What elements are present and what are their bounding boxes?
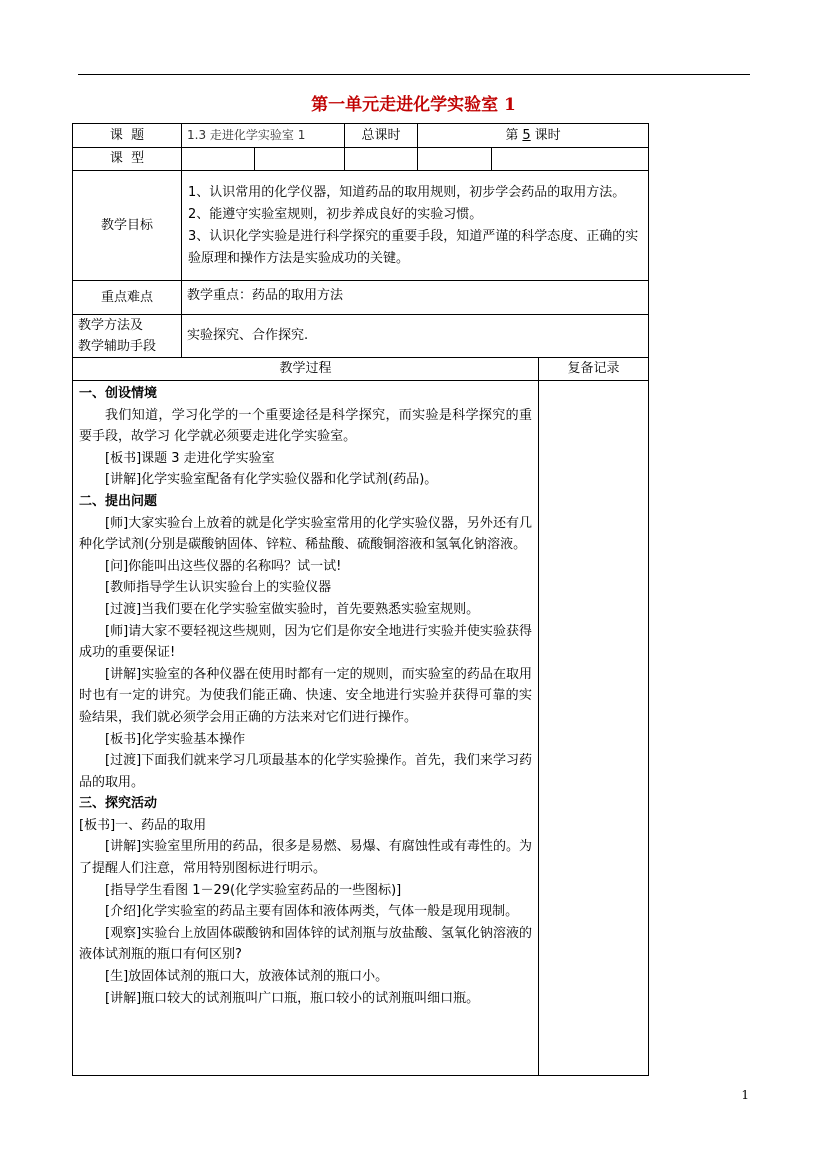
process-lines <box>79 383 532 1009</box>
process-paragraph: [观察]实验台上放固体碳酸钠和固体锌的试剂瓶与放盐酸、氢氧化钠溶液的液体试剂瓶的瓶口有何区别? <box>79 925 533 963</box>
process-paragraph: [介绍]化学实验室的药品主要有固体和液体两类，气体一般是现用现制。 <box>105 904 519 920</box>
key-points-value: 教学重点：药品的取用方法 <box>182 281 649 315</box>
section-heading: 一、创设情境 <box>79 386 158 401</box>
period-value: 第 5 课时 <box>418 124 649 148</box>
process-body <box>73 381 539 1076</box>
process-paragraph: [讲解]实验室的各种仪器在使用时都有一定的规则，而实验室的药品在取用时也有一定的讲究。为使我们能正确、快速、安全地进行实验并获得可靠的实验结果，我们就必须学会用正确的方法来对它们进行操作。 <box>79 666 533 725</box>
process-paragraph: [指导学生看图 1－29(化学实验室药品的一些图标)] <box>105 882 402 898</box>
section-heading: 三、探究活动 <box>79 796 158 812</box>
goal-line: 2、能遵守实验室规则，初步养成良好的实验习惯。 <box>188 206 483 222</box>
process-paragraph: [过渡]当我们要在化学实验室做实验时，首先要熟悉实验室规则。 <box>105 601 480 617</box>
header-rule <box>78 74 750 75</box>
lesson-plan-table <box>72 123 649 1076</box>
topic-value: 1.3 走进化学实验室 1 <box>182 124 345 148</box>
type-cell-4 <box>418 148 492 171</box>
type-cell-1 <box>182 148 255 171</box>
label-topic: 课 题 <box>73 124 182 148</box>
process-paragraph: [讲解]瓶口较大的试剂瓶叫广口瓶，瓶口较小的试剂瓶叫细口瓶。 <box>105 990 480 1006</box>
label-total-periods: 总课时 <box>345 124 418 148</box>
process-paragraph: [师]大家实验台上放着的就是化学实验室常用的化学实验仪器，另外还有几种化学试剂(分别是碳酸钠固体、锌粒、稀盐酸、硫酸铜溶液和氢氧化钠溶液。 <box>79 515 533 553</box>
process-paragraph: [讲解]实验室里所用的药品，很多是易燃、易爆、有腐蚀性或有毒性的。为了提醒人们注意，常用特别图标进行明示。 <box>79 839 533 877</box>
goal-line: 3、认识化学实验是进行科学探究的重要手段，知道严谨的科学态度、正确的实验原理和操作方法是实验成功的关键。 <box>188 228 639 266</box>
goal-line: 1、认识常用的化学仪器，知道药品的取用规则，初步学会药品的取用方法。 <box>188 184 626 200</box>
process-header: 教学过程 <box>73 358 539 381</box>
notes-body <box>539 381 649 1076</box>
process-paragraph: 我们知道，学习化学的一个重要途径是科学探究，而实验是科学探究的重要手段，故学习 化学就必须要走进化学实验室。 <box>79 407 533 445</box>
row-key-points <box>73 281 649 315</box>
process-paragraph: [过渡]下面我们就来学习几项最基本的化学实验操作。首先，我们来学习药品的取用。 <box>79 753 533 790</box>
section-heading: 二、提出问题 <box>79 493 158 509</box>
row-topic <box>73 124 649 148</box>
process-paragraph: [师]请大家不要轻视这些规则，因为它们是你安全地进行实验并使实验获得成功的重要保证! <box>79 623 533 661</box>
label-method <box>73 315 182 358</box>
row-type <box>73 148 649 171</box>
label-method-line-1: 教学方法及 <box>78 318 144 333</box>
type-cell-3 <box>345 148 418 171</box>
document-title: 第一单元走进化学实验室 1 <box>311 95 516 115</box>
label-type: 课 型 <box>73 148 182 171</box>
method-value: 实验探究、合作探究. <box>182 315 649 358</box>
label-method-line-2: 教学辅助手段 <box>78 339 157 354</box>
page-number: 1 <box>741 1088 749 1102</box>
notes-header: 复备记录 <box>539 358 649 381</box>
label-key-points: 重点难点 <box>73 281 182 315</box>
row-process-body <box>73 381 649 1076</box>
row-process-header <box>73 358 649 381</box>
process-paragraph: [板书]课题 3 走进化学实验室 <box>105 450 275 466</box>
row-method <box>73 315 649 358</box>
type-cell-5 <box>492 148 649 171</box>
row-goals <box>73 171 649 281</box>
type-cell-2 <box>255 148 345 171</box>
process-paragraph: [板书]一、药品的取用 <box>79 817 207 833</box>
label-goals: 教学目标 <box>73 171 182 281</box>
process-paragraph: [板书]化学实验基本操作 <box>105 731 246 747</box>
process-paragraph: [问]你能叫出这些仪器的名称吗？试一试! <box>105 558 342 574</box>
process-paragraph: [生]放固体试剂的瓶口大，放液体试剂的瓶口小。 <box>105 969 389 985</box>
process-paragraph: [教师指导学生认识实验台上的实验仪器 <box>105 580 332 596</box>
process-paragraph: [讲解]化学实验室配备有化学实验仪器和化学试剂(药品)。 <box>105 472 438 488</box>
goals-value <box>182 171 649 281</box>
